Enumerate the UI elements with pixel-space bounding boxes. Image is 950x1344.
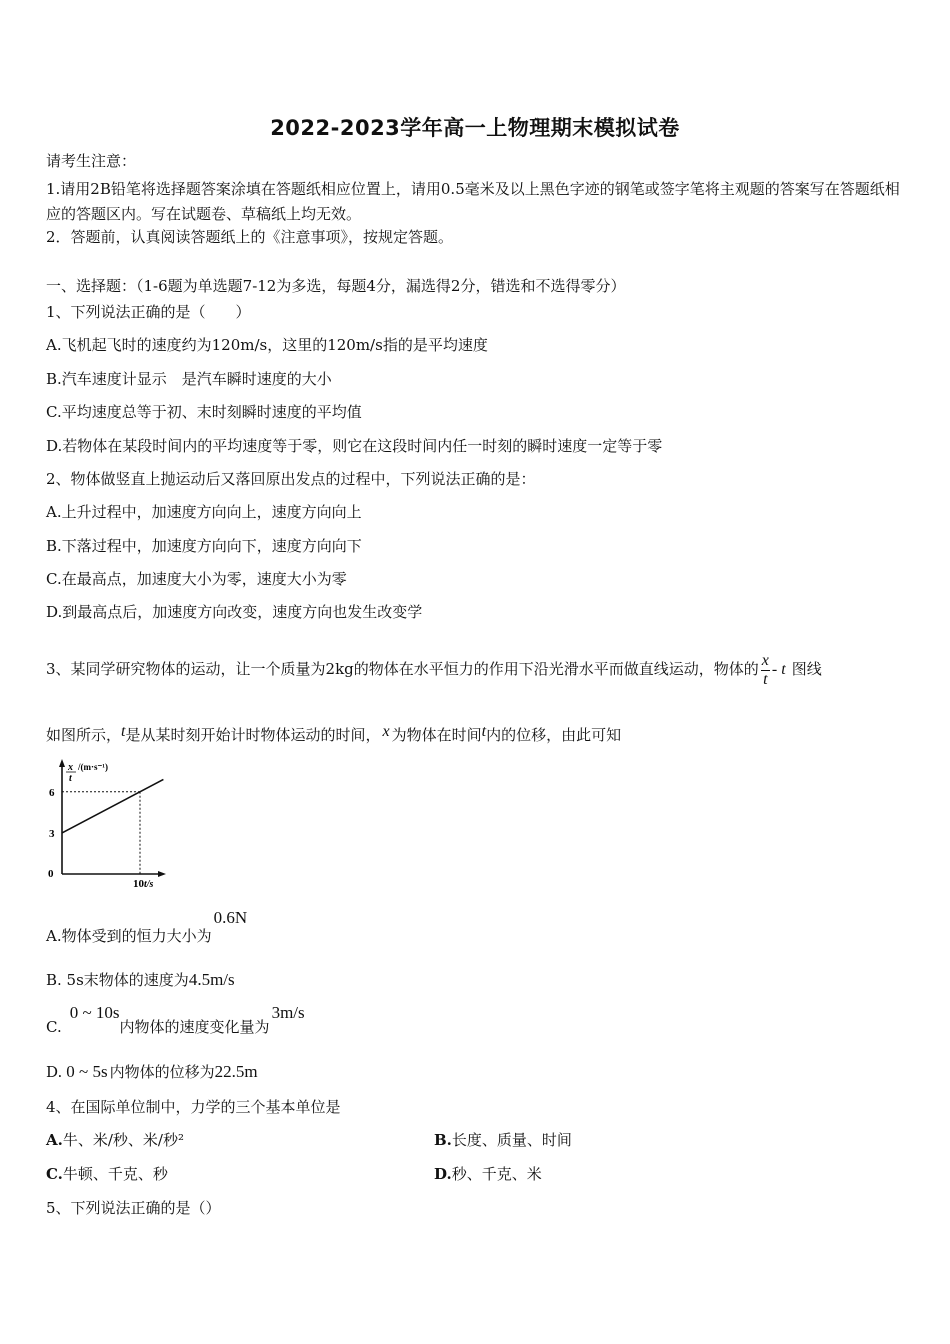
var-t: t bbox=[121, 723, 126, 740]
q4-option-b-label: B. bbox=[434, 1131, 452, 1149]
q4-option-d-text: 秒、千克、米 bbox=[451, 1165, 542, 1183]
q3-line2-text-1: 如图所示， bbox=[46, 726, 122, 744]
q4-stem: 4、在国际单位制中，力学的三个基本单位是 bbox=[46, 1098, 341, 1116]
series-line bbox=[62, 779, 163, 832]
q3-stem-text: 3、某同学研究物体的运动，让一个质量为2kg的物体在水平恒力的作用下沿光滑水平而做直线运动，物体的 bbox=[46, 660, 759, 678]
y-tick-label-3: 3 bbox=[49, 827, 55, 840]
q1-stem: 1、下列说法正确的是（ ） bbox=[46, 303, 251, 321]
q4-option-c bbox=[46, 1164, 168, 1184]
fraction-denominator: t bbox=[763, 670, 768, 688]
q3-option-c-text: 内物体的速度变化量为 bbox=[119, 1018, 270, 1036]
q4-option-b-text: 长度、质量、时间 bbox=[451, 1131, 572, 1149]
page-title: 2022-2023学年高一上物理期末模拟试卷 bbox=[270, 116, 680, 140]
section-heading: 一、选择题：（1-6题为单选题7-12为多选，每题4分，漏选得2分，错选和不选得零分） bbox=[46, 277, 626, 295]
q1-option-b: B.汽车速度计显示 是汽车瞬时速度的大小 bbox=[46, 370, 332, 388]
q4-option-d-label: D. bbox=[434, 1165, 452, 1183]
q3-stem bbox=[46, 646, 822, 692]
q3-option-c-range: 0 ~ 10s bbox=[69, 1003, 120, 1022]
notice-heading: 请考生注意： bbox=[46, 152, 137, 170]
q3-option-d-text: 内物体的位移为 bbox=[109, 1063, 215, 1081]
fraction-numerator: x bbox=[761, 651, 769, 669]
q3-option-c bbox=[46, 1003, 305, 1039]
y-axis bbox=[59, 759, 65, 874]
q3-option-b-value: 4.5m/s bbox=[188, 970, 235, 989]
q1-option-d: D.若物体在某段时间内的平均速度等于零，则它在这段时间内任一时刻的瞬时速度一定等于零 bbox=[46, 437, 663, 455]
q3-option-a-text: A.物体受到的恒力大小为 bbox=[46, 927, 212, 945]
q1-option-a: A.飞机起飞时的速度约为120m/s，这里的120m/s指的是平均速度 bbox=[46, 336, 488, 354]
q4-option-c-label: C. bbox=[46, 1165, 63, 1183]
y-axis-label-denominator: t bbox=[69, 773, 72, 784]
var-t-2: t bbox=[481, 723, 487, 740]
x-axis-label: t/s bbox=[144, 879, 154, 890]
q3-line2-text-2: 是从某时刻开始计时物体运动的时间， bbox=[125, 726, 381, 744]
q3-option-d-range: 0 ~ 5s bbox=[66, 1062, 108, 1081]
notice-item-1: 1.请用2B铅笔将选择题答案涂填在答题纸相应位置上，请用0.5毫米及以上黑色字迹的钢笔或签字笔将主观题的答案写在答题纸相应的答题区内。写在试题卷、草稿纸上均无效。 bbox=[46, 180, 900, 223]
q4-option-a-label: A. bbox=[46, 1131, 63, 1149]
y-axis-label-numerator: x bbox=[68, 762, 73, 773]
q3-option-c-label: C. bbox=[46, 1018, 62, 1036]
q3-line2-text-4: 内的位移，由此可知 bbox=[486, 726, 622, 744]
q4-option-b bbox=[434, 1130, 572, 1150]
q2-option-c: C.在最高点，加速度大小为零，速度大小为零 bbox=[46, 570, 347, 588]
q2-option-a: A.上升过程中，加速度方向向上，速度方向向上 bbox=[46, 503, 362, 521]
q3-stem-end: 图线 bbox=[791, 660, 822, 678]
y-tick-label-6: 6 bbox=[49, 786, 55, 799]
q4-option-a bbox=[46, 1130, 184, 1150]
x-axis bbox=[62, 871, 166, 877]
origin-label: 0 bbox=[48, 868, 54, 880]
q3-option-d-value: 22.5m bbox=[214, 1062, 258, 1081]
x-over-t-fraction bbox=[761, 652, 770, 689]
q2-option-b: B.下落过程中，加速度方向向下，速度方向向下 bbox=[46, 537, 362, 555]
q4-option-d bbox=[434, 1164, 542, 1184]
x-over-t-vs-t-graph bbox=[44, 756, 174, 892]
var-x: x bbox=[382, 723, 390, 740]
q3-option-b-text: B. 5s末物体的速度为 bbox=[46, 971, 189, 989]
q3-option-a bbox=[46, 908, 248, 950]
q4-option-c-text: 牛顿、千克、秒 bbox=[62, 1165, 168, 1183]
q3-option-c-value: 3m/s bbox=[271, 1003, 305, 1022]
y-axis-label-unit: /(m·s⁻¹) bbox=[78, 762, 108, 772]
dash-t: - t bbox=[771, 661, 786, 678]
q3-option-a-value: 0.6N bbox=[213, 908, 248, 927]
q2-option-d: D.到最高点后，加速度方向改变，速度方向也发生改变学 bbox=[46, 603, 423, 621]
q2-stem: 2、物体做竖直上抛运动后又落回原出发点的过程中，下列说法正确的是： bbox=[46, 470, 536, 488]
q3-option-d bbox=[46, 1062, 258, 1082]
notice-item-2: 2．答题前，认真阅读答题纸上的《注意事项》，按规定答题。 bbox=[46, 228, 454, 246]
x-tick-label-10: 10 bbox=[133, 878, 144, 890]
q3-option-d-label: D. bbox=[46, 1063, 63, 1081]
q5-stem: 5、下列说法正确的是（） bbox=[46, 1199, 221, 1217]
q4-option-a-text: 牛、米/秒、米/秒² bbox=[62, 1131, 184, 1149]
q1-option-c: C.平均速度总等于初、末时刻瞬时速度的平均值 bbox=[46, 403, 362, 421]
q3-option-b bbox=[46, 970, 235, 990]
q3-stem-line2 bbox=[46, 722, 621, 745]
q3-line2-text-3: 为物体在时间 bbox=[391, 726, 482, 744]
